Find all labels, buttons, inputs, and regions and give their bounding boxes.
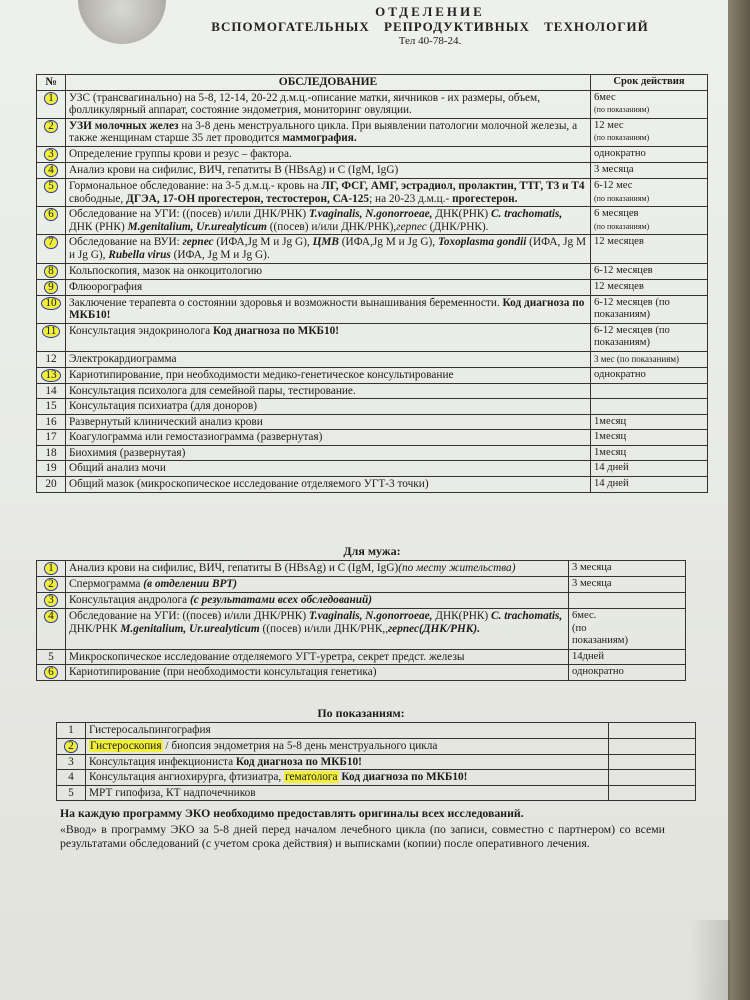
- empty-cell: [609, 770, 696, 786]
- validity-cell: 6-12 месяцев (по показаниям): [591, 295, 708, 323]
- exam-text: Консультация ангиохирурга, фтизиатра, гематолога Код диагноза по МКБ10!: [86, 770, 609, 786]
- row-number: 3: [44, 594, 58, 607]
- row-number: 4: [57, 770, 86, 786]
- table-row: [37, 577, 686, 593]
- exam-text: Спермограмма (в отделении ВРТ): [66, 577, 569, 593]
- row-number: 9: [44, 281, 58, 294]
- validity-cell: 12 мес (по показаниям): [591, 118, 708, 146]
- row-number: 7: [44, 236, 58, 249]
- exam-text: МРТ гипофиза, КТ надпочечников: [86, 785, 609, 801]
- background-edge: [728, 0, 750, 1000]
- validity-cell: 3 месяца: [591, 162, 708, 178]
- validity-cell: 6-12 месяцев (по показаниям): [591, 323, 708, 351]
- table-row: [57, 723, 696, 739]
- row-number: 8: [44, 265, 58, 278]
- table-row: [57, 785, 696, 801]
- exam-text: УЗИ молочных желез на 3-8 день менструального цикла. При выявлении патологии молочной железы, а также женщинам старше 35 лет проводится маммография.: [66, 118, 591, 146]
- row-number: 2: [64, 740, 78, 753]
- exam-text: УЗС (трансвагинально) на 5-8, 12-14, 20-22 д.м.ц.-описание матки, яичников - их размеры, объем, фолликулярный аппарат, состояние эндометрия, мониторинг овуляции.: [66, 90, 591, 118]
- table-row: [37, 593, 686, 609]
- exam-text: Обследование на ВУИ: герпес (ИФА,Jg M и Jg G), ЦМВ (ИФА,Jg M и Jg G), Toxoplasma gondii (ИФА, Jg M и Jg G), Rubella virus (ИФА, Jg M и Jg G).: [66, 235, 591, 263]
- empty-cell: [609, 785, 696, 801]
- exam-text: Консультация эндокринолога Код диагноза по МКБ10!: [66, 323, 591, 351]
- table-row: [37, 178, 708, 206]
- table-row: [37, 263, 708, 279]
- validity-cell: 1месяц: [591, 430, 708, 446]
- table-row: [37, 649, 686, 665]
- table-row: [37, 235, 708, 263]
- row-number: 6: [44, 666, 58, 679]
- table-row: [37, 367, 708, 383]
- table-row: [37, 665, 686, 681]
- validity-cell: 12 месяцев: [591, 279, 708, 295]
- exam-text: Определение группы крови и резус – фактора.: [66, 146, 591, 162]
- exam-text: Заключение терапевта о состоянии здоровья и возможности вынашивания беременности. Код диагноза по МКБ10!: [66, 295, 591, 323]
- exam-text: Консультация андролога (с результатами всех обследований): [66, 593, 569, 609]
- exam-text: Коагулограмма или гемостазиограмма (развернутая): [66, 430, 591, 446]
- table-row: [37, 461, 708, 477]
- row-number: 3: [44, 148, 58, 161]
- row-number: 2: [44, 120, 58, 133]
- empty-cell: [609, 723, 696, 739]
- table-row: [37, 146, 708, 162]
- row-number: 4: [44, 164, 58, 177]
- validity-cell: 6мес (по показаниям): [591, 90, 708, 118]
- validity-cell: однократно: [591, 146, 708, 162]
- table-row: [37, 477, 708, 493]
- col-exam-header: ОБСЛЕДОВАНИЕ: [66, 75, 591, 91]
- validity-cell: 6мес. (по показаниям): [569, 609, 686, 650]
- exam-text: Гистеросальпингография: [86, 723, 609, 739]
- exam-text: Обследование на УГИ: ((посев) и/или ДНК/РНК) T.vaginalis, N.gonorroeae, ДНК(РНК) C. trachomatis, ДНК (РНК) M.genitalium, Ur.urealyticum ((посев) и/или ДНК/РНК),герпес (ДНК/РНК).: [66, 207, 591, 235]
- row-number: 2: [44, 578, 58, 591]
- footer-paragraph: «Ввод» в программу ЭКО за 5-8 дней перед началом лечебного цикла (по записи, совместно с партнером) со всеми результатами обследований (с учетом срока действия) и выписками (копии) после оперативного лечения.: [60, 822, 665, 850]
- table-row: [37, 383, 708, 399]
- exam-text: Развернутый клинический анализ крови: [66, 414, 591, 430]
- row-number: 5: [37, 649, 66, 665]
- row-number: 16: [37, 414, 66, 430]
- exam-text: Флюорография: [66, 279, 591, 295]
- footer-requirement: На каждую программу ЭКО необходимо предоставлять оригиналы всех исследований.: [60, 806, 524, 820]
- row-number: 18: [37, 445, 66, 461]
- husband-table: [36, 560, 686, 681]
- validity-cell: 14 дней: [591, 477, 708, 493]
- exam-text: Общий мазок (микроскопическое исследование отделяемого УГТ-3 точки): [66, 477, 591, 493]
- exam-text: Консультация психиатра (для доноров): [66, 399, 591, 415]
- exam-text: Кольпоскопия, мазок на онкоцитологию: [66, 263, 591, 279]
- col-validity-header: Срок действия: [591, 75, 708, 91]
- row-number: 3: [57, 754, 86, 770]
- table-row: [37, 561, 686, 577]
- validity-cell: [569, 593, 686, 609]
- exam-text: Микроскопическое исследование отделяемого УГТ-уретра, секрет предст. железы: [66, 649, 569, 665]
- exam-text: Анализ крови на сифилис, ВИЧ, гепатиты В (HBsAg) и С (IgM, IgG): [66, 162, 591, 178]
- table-row: [37, 351, 708, 367]
- exam-text: Общий анализ мочи: [66, 461, 591, 477]
- department-title: ОТДЕЛЕНИЕ: [375, 4, 485, 19]
- exam-table: [36, 74, 708, 493]
- validity-cell: 3 месяца: [569, 561, 686, 577]
- exam-text: Анализ крови на сифилис, ВИЧ, гепатиты В (HBsAg) и С (IgM, IgG)(по месту жительства): [66, 561, 569, 577]
- validity-cell: 14 дней: [591, 461, 708, 477]
- table-row: [37, 445, 708, 461]
- row-number: 1: [44, 562, 58, 575]
- empty-cell: [609, 754, 696, 770]
- table-row: [37, 430, 708, 446]
- table-header-row: [37, 75, 708, 91]
- validity-cell: [591, 399, 708, 415]
- table-row: [37, 279, 708, 295]
- validity-cell: однократно: [591, 367, 708, 383]
- table-row: [37, 118, 708, 146]
- table-row: [57, 770, 696, 786]
- row-number: 4: [44, 610, 58, 623]
- table-row: [57, 738, 696, 754]
- row-number: 5: [57, 785, 86, 801]
- validity-cell: [591, 383, 708, 399]
- table-row: [37, 399, 708, 415]
- row-number: 17: [37, 430, 66, 446]
- table-row: [57, 754, 696, 770]
- department-phone: Тел 40-78-24.: [398, 35, 462, 47]
- department-subtitle: ВСПОМОГАТЕЛЬНЫХ РЕПРОДУКТИВНЫХ ТЕХНОЛОГИЙ: [211, 19, 649, 34]
- validity-cell: 6 месяцев (по показаниям): [591, 207, 708, 235]
- row-number: 6: [44, 208, 58, 221]
- indications-table: [56, 722, 696, 801]
- validity-cell: 12 месяцев: [591, 235, 708, 263]
- col-number-header: №: [37, 75, 66, 91]
- table-row: [37, 162, 708, 178]
- validity-cell: 3 мес (по показаниям): [591, 351, 708, 367]
- exam-text: Гормональное обследование: на 3-5 д.м.ц.- кровь на ЛГ, ФСГ, АМГ, эстрадиол, пролактин, ТТГ, Т3 и Т4 свободные, ДГЭА, 17-ОН прогестерон, тестостерон, СА-125; на 20-23 д.м.ц.- прогестерон.: [66, 178, 591, 206]
- table-row: [37, 414, 708, 430]
- row-number: 5: [44, 180, 58, 193]
- row-number: 13: [41, 369, 60, 382]
- row-number: 1: [44, 92, 58, 105]
- row-number: 15: [37, 399, 66, 415]
- indications-section-title: По показаниям:: [317, 706, 405, 720]
- exam-text: Консультация инфекциониста Код диагноза по МКБ10!: [86, 754, 609, 770]
- row-number: 14: [37, 383, 66, 399]
- validity-cell: однократно: [569, 665, 686, 681]
- validity-cell: 1месяц: [591, 445, 708, 461]
- row-number: 20: [37, 477, 66, 493]
- exam-text: Биохимия (развернутая): [66, 445, 591, 461]
- row-number: 19: [37, 461, 66, 477]
- table-row: [37, 90, 708, 118]
- exam-text: Консультация психолога для семейной пары, тестирование.: [66, 383, 591, 399]
- validity-cell: 1месяц: [591, 414, 708, 430]
- validity-cell: 6-12 месяцев: [591, 263, 708, 279]
- row-number: 12: [37, 351, 66, 367]
- table-row: [37, 207, 708, 235]
- exam-text: Кариотипирование (при необходимости консультация генетика): [66, 665, 569, 681]
- validity-cell: 3 месяца: [569, 577, 686, 593]
- exam-text: Электрокардиограмма: [66, 351, 591, 367]
- table-row: [37, 609, 686, 650]
- row-number: 1: [57, 723, 86, 739]
- table-row: [37, 295, 708, 323]
- validity-cell: 14дней: [569, 649, 686, 665]
- table-row: [37, 323, 708, 351]
- husband-section-title: Для мужа:: [343, 544, 401, 558]
- row-number: 10: [41, 297, 60, 310]
- validity-cell: 6-12 мес (по показаниям): [591, 178, 708, 206]
- exam-text: Кариотипирование, при необходимости медико-генетическое консультирование: [66, 367, 591, 383]
- page-shadow: [690, 920, 730, 1000]
- exam-text: Обследование на УГИ: ((посев) и/или ДНК/РНК) T.vaginalis, N.gonorroeae, ДНК(РНК) C. trachomatis, ДНК/РНК M.genitalium, Ur.urealyticum ((посев) и/или ДНК/РНК,,герпес(ДНК/РНК).: [66, 609, 569, 650]
- row-number: 11: [42, 325, 61, 338]
- empty-cell: [609, 738, 696, 754]
- exam-text: Гистероскопия / биопсия эндометрия на 5-8 день менструального цикла: [86, 738, 609, 754]
